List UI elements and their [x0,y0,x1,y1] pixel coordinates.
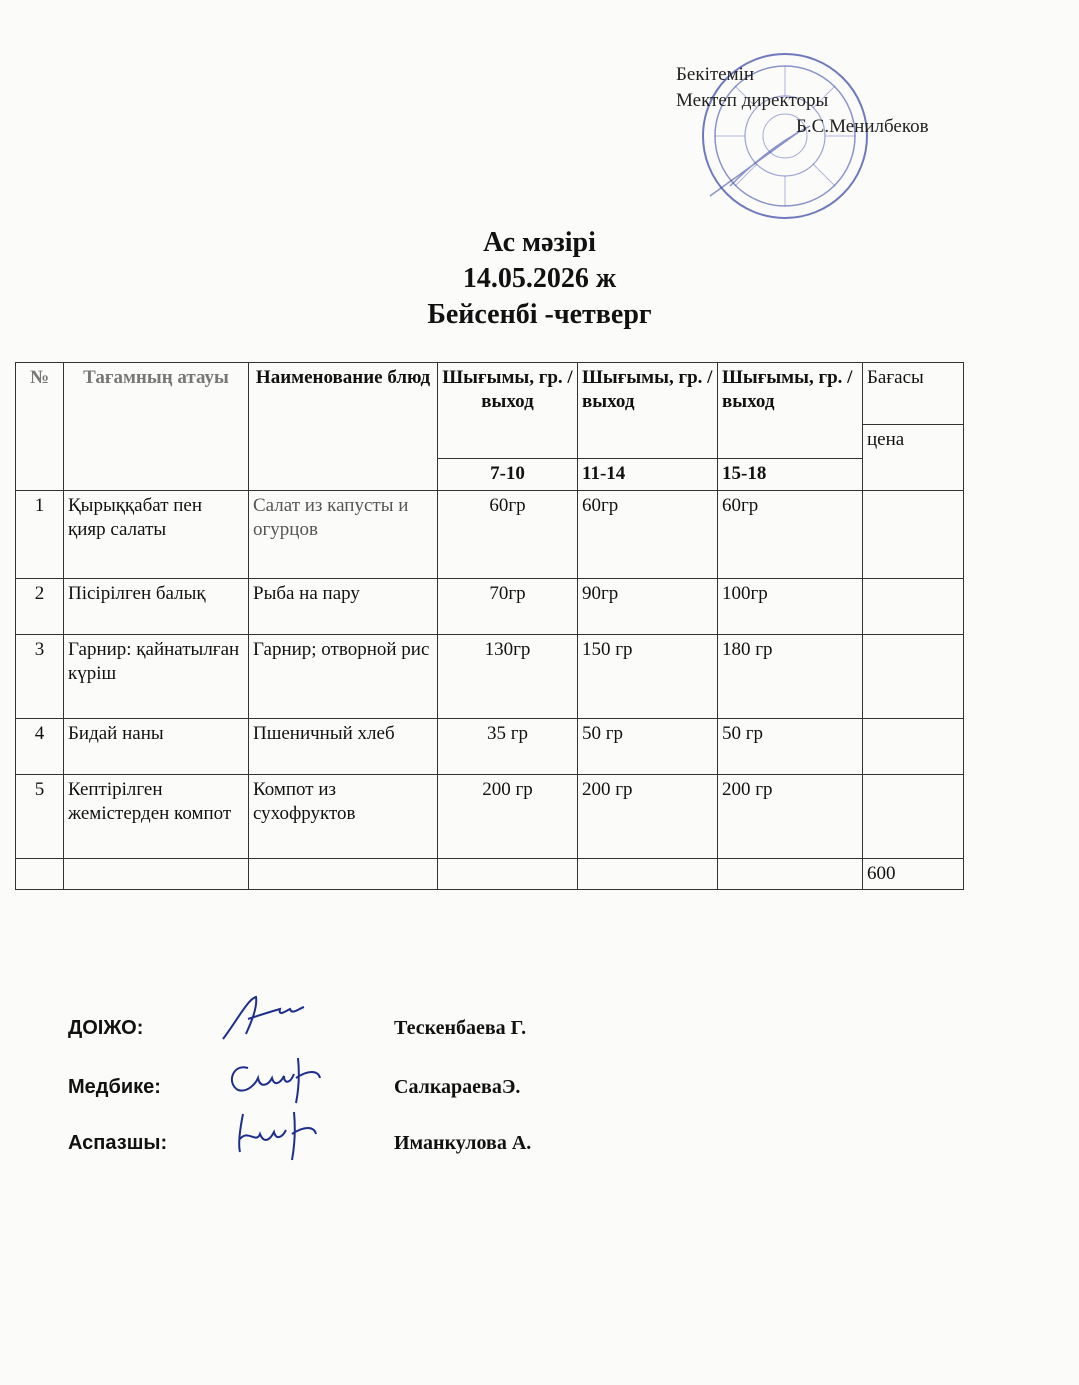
signature-role: ДОІЖО: [68,1017,144,1039]
age-group-3: 15-18 [718,459,863,491]
dish-name-kz: Гарнир: қайнатылған күріш [64,635,249,719]
table-row [16,775,964,859]
signature-role: Медбике: [68,1076,161,1098]
dish-name-kz: Қырыққабат пен қияр салаты [64,491,249,579]
menu-table [15,362,964,890]
dish-name-kz: Кептірілген жемістерден компот [64,775,249,859]
price [863,491,964,579]
signer-name: СалкараеваЭ. [394,1076,521,1098]
handwritten-signature [218,1104,328,1164]
empty-cell [438,859,578,890]
age-group-1: 7-10 [438,459,578,491]
total-price: 600 [863,859,964,890]
header-yield-1: Шығымы, гр. / выход [438,363,578,459]
dish-name-ru: Гарнир; отворной рис [249,635,438,719]
yield-15-18: 100гр [718,579,863,635]
approval-block [676,62,929,140]
price [863,775,964,859]
row-num: 4 [16,719,64,775]
header-yield-3: Шығымы, гр. / выход [718,363,863,459]
yield-11-14: 60гр [578,491,718,579]
age-group-2: 11-14 [578,459,718,491]
menu-title [0,225,1079,333]
price [863,579,964,635]
empty-cell [578,859,718,890]
yield-11-14: 90гр [578,579,718,635]
price [863,719,964,775]
dish-name-ru: Пшеничный хлеб [249,719,438,775]
signer-name: Тескенбаева Г. [394,1017,527,1039]
empty-cell [249,859,438,890]
approval-title: Бекітемін [676,64,755,85]
header-name-ru: Наименование блюд [249,363,438,491]
table-row [16,491,964,579]
director-name: Б.С.Менилбеков [796,116,929,137]
yield-15-18: 200 гр [718,775,863,859]
empty-cell [718,859,863,890]
header-num: № [16,363,64,491]
empty-cell [16,859,64,890]
empty-cell [64,859,249,890]
signature-role: Аспазшы: [68,1132,168,1154]
row-num: 2 [16,579,64,635]
yield-7-10: 130гр [438,635,578,719]
yield-11-14: 50 гр [578,719,718,775]
yield-7-10: 35 гр [438,719,578,775]
handwritten-signature [218,1048,328,1108]
signer-name: Иманкулова А. [394,1132,532,1154]
yield-15-18: 180 гр [718,635,863,719]
yield-11-14: 200 гр [578,775,718,859]
table-row [16,579,964,635]
handwritten-signature [218,989,308,1049]
yield-7-10: 200 гр [438,775,578,859]
dish-name-ru: Компот из сухофруктов [249,775,438,859]
header-name-kz: Тағамның атауы [64,363,249,491]
yield-11-14: 150 гр [578,635,718,719]
dish-name-ru: Рыба на пару [249,579,438,635]
header-price-ru: цена [863,425,964,491]
yield-15-18: 50 гр [718,719,863,775]
header-price-kz: Бағасы [863,363,964,425]
approval-position: Мектеп директоры [676,90,829,111]
dish-name-kz: Пісірілген балық [64,579,249,635]
row-num: 3 [16,635,64,719]
row-num: 5 [16,775,64,859]
row-num: 1 [16,491,64,579]
title-date: 14.05.2026 ж [462,263,617,294]
header-yield-2: Шығымы, гр. / выход [578,363,718,459]
table-row [16,719,964,775]
table-row [16,635,964,719]
dish-name-kz: Бидай наны [64,719,249,775]
title-line-1: Ас мәзірі [483,227,596,258]
title-day: Бейсенбі -четверг [427,299,652,330]
total-row [16,859,964,890]
yield-7-10: 70гр [438,579,578,635]
yield-7-10: 60гр [438,491,578,579]
price [863,635,964,719]
dish-name-ru: Салат из капусты и огурцов [249,491,438,579]
yield-15-18: 60гр [718,491,863,579]
